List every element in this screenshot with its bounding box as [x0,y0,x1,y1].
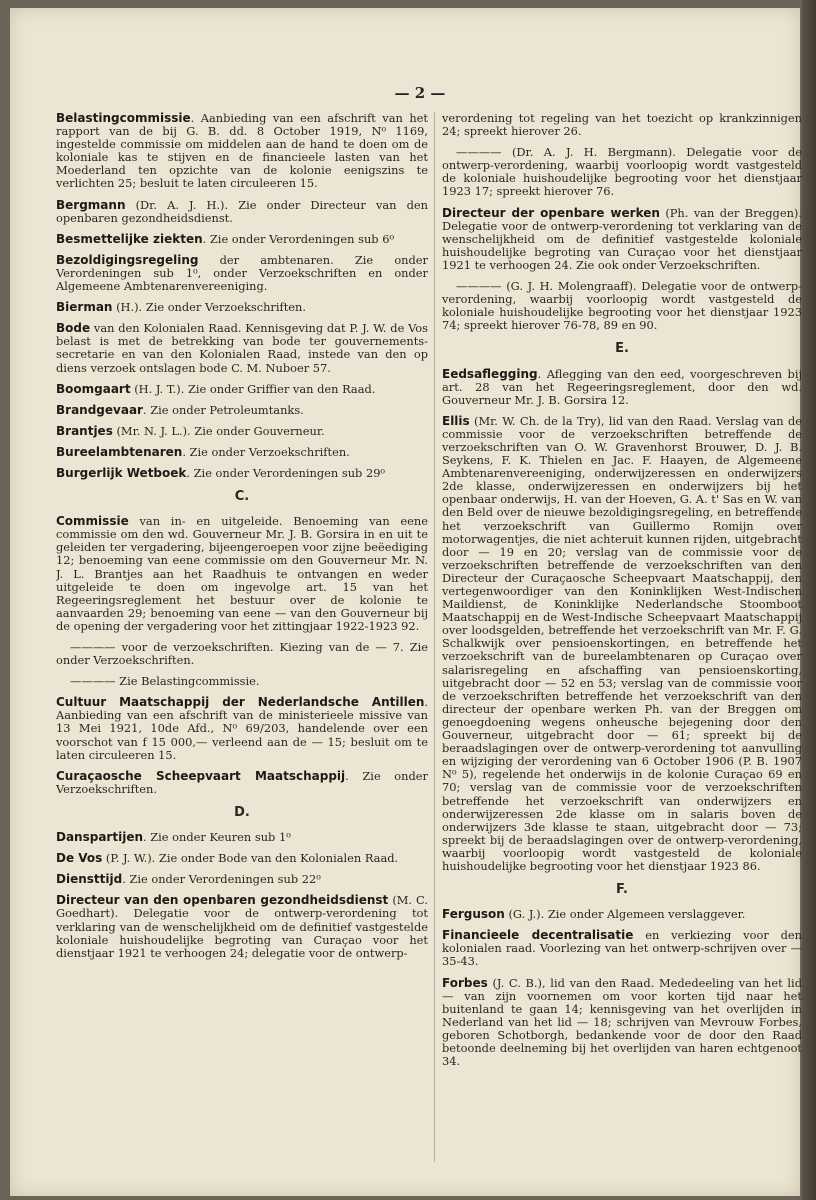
page-number: — 2 — [394,84,446,102]
index-entry [56,831,428,844]
page-sheet [10,8,800,1196]
entry-heading: Eedsaflegging [442,366,538,381]
entry-heading: Burgerlijk Wetboek [56,465,187,480]
entry-heading: Commissie [56,514,129,529]
column-divider [434,112,435,1162]
entry-heading: Boomgaart [56,381,131,396]
index-entry [56,425,428,438]
entry-heading: Cultuur Maatschappij der Nederlandsche Antillen [56,695,425,710]
entry-text: van in- en uitgeleide. Benoeming van eene commissie om den wd. Gouverneur Mr. J. B. Gorsira in en uit te geleiden ter vergadering, bijeengeroepen voor zijne beëediging 12; benoeming van eene commissie om den Gouverneur Mr. N. J. L. Brantjes aan het Raadhuis te ontvangen en weder uitgeleide te doen om ingevolge art. 15 van het Regeeringsreglement het bestuur over de kolonie te aanvaarden 29; benoeming van eene — van den Gouverneur bij de opening der vergadering voor het zittingjaar 1922-1923 92. [56,514,428,633]
entry-heading: Bergmann [56,197,126,212]
entry-heading: Directeur van den openbaren gezondheidsdienst [56,893,389,908]
entry-text: . Zie onder Verzoekschriften. [182,444,350,459]
index-entry [56,322,428,374]
entry-text: van den Kolonialen Raad. Kennisgeving dat P. J. W. de Vos belast is met de betrekking van bode ter gouvernements-secretarie en van den Kolonialen Raad, instede van den op diens verzoek ontslagen bode C. M. Nuboer 57. [56,321,428,375]
entry-heading: Besmettelijke ziekten [56,231,203,246]
entry-text: en verkiezing voor den kolonialen raad. Voorlezing van het ontwerp-schrijven over — 35-43. [442,928,802,969]
entry-text: . Zie onder Keuren sub 1⁰ [143,830,291,845]
entry-text: (Mr. N. J. L.). Zie onder Gouverneur. [112,423,325,438]
index-entry [442,207,802,272]
index-entry [56,873,428,886]
entry-heading: Bierman [56,300,113,315]
index-entry [56,467,428,480]
entry-text: (Dr. A. J. H.). Zie onder Directeur van den openbaren gezondheidsdienst. [56,197,428,225]
index-entry-continuation: verordening tot regeling van het toezicht op krankzinnigen 24; spreekt hierover 26. [442,112,802,139]
section-letter: D. [234,804,250,820]
index-entry [56,199,428,225]
entry-text: . Zie onder Verzoekschriften. [56,768,428,796]
entry-text: . Aanbieding van een afschrift van de ministerieele missive van 13 Mei 1921, 10de Afd., N⁰ 69/203, handelende over een voorschot van f 15 000,— verleend aan de — 15; besluit om te laten circuleeren 15. [56,695,428,762]
entry-text: . Zie onder Verordeningen sub 6⁰ [202,231,395,246]
book-binding-edge [802,0,816,1200]
index-entry [442,368,802,407]
entry-text: (Mr. W. Ch. de la Try), lid van den Raad. Verslag van de commissie voor de verzoekschriften betreffende de verzoekschriften van O. W. Gravenhorst Brouwer, D. J. B. Seykens, F. K. Thielen en Jac. F. Haayen, de Algemeene Ambtenarenvereeniging, onderwijzeressen en onderwijzers 2de klasse, onderwijzeressen en onderwijzers bij het openbaar onderwijs, H. van der Hoeven, G. A. t' Sas en W. van den Beld over de nieuwe bezoldigingsregeling, en betreffende het verzoekschrift van Guillermo Romijn over motorwagentjes, die niet achteruit kunnen rijden, uitgebracht door — 19 en 20; verslag van de commissie voor de verzoekschriften betreffende de verzoekschriften van den Directeur der Curaçaosche Scheepvaart Maatschappij, den vertegenwoordiger van den Koninklijken West-Indischen Maildienst, de Koninklijke Nederlandsche Stoomboot Maatschappij en de West-Indische Scheepvaart Maatschappij over loodsgelden, betreffende het verzoekschrift van Mr. F. G. Schalkwijk over pensioenskortingen, en betreffende het verzoekschrift van de bureelambtenaren op Curaçao over salarisregeling en afschaffing van pensioenskorting, uitgebracht door — 52 en 53; verslag van de commissie voor de verzoekschriften betreffende het verzoekschrift van den directeur der openbare werken Ph. van der Breggen om genoegdoening wegens onheusche bejegening door den Gouverneur, uitgebracht door — 61; spreekt bij de beraadslagingen over de ontwerp-verordening tot aanvulling en wijziging der verordening van 6 October 1906 (P. B. 1907 N⁰ 5), regelende het onderwijs in de kolonie Curaçao 69 en 70; verslag van de commissie voor de verzoekschriften betreffende het verzoekschrift van onderwijzers en onderwijzeressen 2de klasse om in salaris boven de onderwijzers 3de klasse te staan, uitgebracht door — 73; spreekt bij de beraadslagingen over de ontwerp-verordening, waarbij voorloopig wordt vastgesteld de koloniale huishoudelijke begrooting voor het dienstjaar 1923 86. [442,413,802,873]
entry-heading: Brandgevaar [56,402,143,417]
entry-text: (M. C. Goedhart). Delegatie voor de ontwerp-verordening tot verklaring van de wenschelijkheid om de definitief vastgestelde koloniale huishoudelijke begroting van Curaçao voor het dienstjaar 1921 te verhoogen 24; delegatie voor de ontwerp- [56,893,428,960]
section-letter: E. [615,341,629,357]
index-entry-continuation: ———— voor de verzoekschriften. Kiezing van de — 7. Zie onder Verzoekschriften. [56,640,428,668]
entry-heading: Forbes [442,975,488,990]
index-entry [56,446,428,459]
section-letter: C. [234,489,250,505]
entry-text: (G. J.). Zie onder Algemeen verslaggever. [504,907,746,922]
index-entry-continuation: ———— (G. J. H. Molengraaff). Delegatie voor de ontwerp-verordening, waarbij voorloopig wordt vastgesteld de koloniale huishoudelijke begrooting voor het dienstjaar 1923 74; spreekt hierover 76-78, 89 en 90. [442,279,802,333]
entry-heading: Bezoldigingsregeling [56,252,199,267]
index-entry [56,233,428,246]
index-entry [442,415,802,873]
entry-heading: Diensttijd [56,872,123,887]
entry-heading: Ferguson [442,907,505,922]
entry-text: (H. J. T.). Zie onder Griffier van den Raad. [130,381,376,396]
entry-heading: De Vos [56,851,103,866]
index-entry [56,404,428,417]
index-entry [56,770,428,796]
index-entry [56,112,428,191]
entry-text: . Aflegging van den eed, voorgeschreven bij art. 28 van het Regeeringsreglement, door den wd. Gouverneur Mr. J. B. Gorsira 12. [442,366,802,407]
entry-text: . Zie onder Petroleumtanks. [142,402,304,417]
entry-heading: Bode [56,321,91,336]
index-entry [56,515,428,633]
entry-heading: Brantjes [56,423,113,438]
index-entry [442,977,802,1069]
index-entry [56,383,428,396]
entry-text: . Zie onder Verordeningen sub 22⁰ [122,872,321,887]
entry-heading: Bureelambtenaren [56,444,183,459]
index-entry [56,852,428,865]
left-column [56,112,428,1192]
entry-heading: Curaçaosche Scheepvaart Maatschappij [56,768,346,783]
entry-heading: Danspartijen [56,830,143,845]
index-entry [56,894,428,959]
index-entry [442,908,802,921]
index-entry-continuation: ———— (Dr. A. J. H. Bergmann). Delegatie voor de ontwerp-verordening, waarbij voorloopig wordt vastgesteld de koloniale huishoudelijke begrooting voor het dienstjaar 1923 17; spreekt hierover 76. [442,145,802,199]
right-column [442,112,802,1192]
index-entry [56,301,428,314]
entry-text: (P. J. W.). Zie onder Bode van den Kolonialen Raad. [102,851,399,866]
index-entry-continuation: ———— Zie Belastingcommissie. [70,674,260,689]
entry-text: (Ph. van der Breggen). Delegatie voor de ontwerp-verordening tot verklaring van de wenschelijkheid om de definitief vastgestelde koloniale huishoudelijke begroting van Curaçao voor het dienstjaar 1921 te verhoogen 24. Zie ook onder Verzoekschriften. [442,205,802,272]
entry-heading: Directeur der openbare werken [442,205,660,220]
entry-text: . Zie onder Verordeningen sub 29⁰ [186,465,386,480]
entry-heading: Ellis [442,413,470,428]
index-entry [56,254,428,293]
section-letter: F. [616,882,628,898]
entry-text: . Aanbieding van een afschrift van het rapport van de bij G. B. dd. 8 October 1919, N⁰ 1169, ingestelde commissie om middelen aan de hand te doen om de koloniale kas te stijven en de financieele lasten van het Moederland ten opzichte van de kolonie eenigszins te verlichten 25; besluit te laten circuleeren 15. [56,112,428,191]
entry-text: (H.). Zie onder Verzoekschriften. [112,300,306,315]
entry-heading: Financieele decentralisatie [442,928,634,943]
entry-text: der ambtenaren. Zie onder Verordeningen sub 1⁰, onder Verzoekschriften en onder Algemeene Ambtenarenvereeniging. [56,252,428,294]
index-entry [56,696,428,761]
entry-heading: Belastingcommissie [56,112,191,125]
entry-text: (J. C. B.), lid van den Raad. Mededeeling van het lid — van zijn voornemen om voor korten tijd naar het buitenland te gaan 14; kennisgeving van het overlijden in Nederland van het lid — 18; schrijven van Mevrouw Forbes, geboren Schotborgh, bedankende voor de door den Raad betoonde deelneming bij het overlijden van haren echtgenoot 34. [442,975,802,1069]
index-entry [442,929,802,968]
